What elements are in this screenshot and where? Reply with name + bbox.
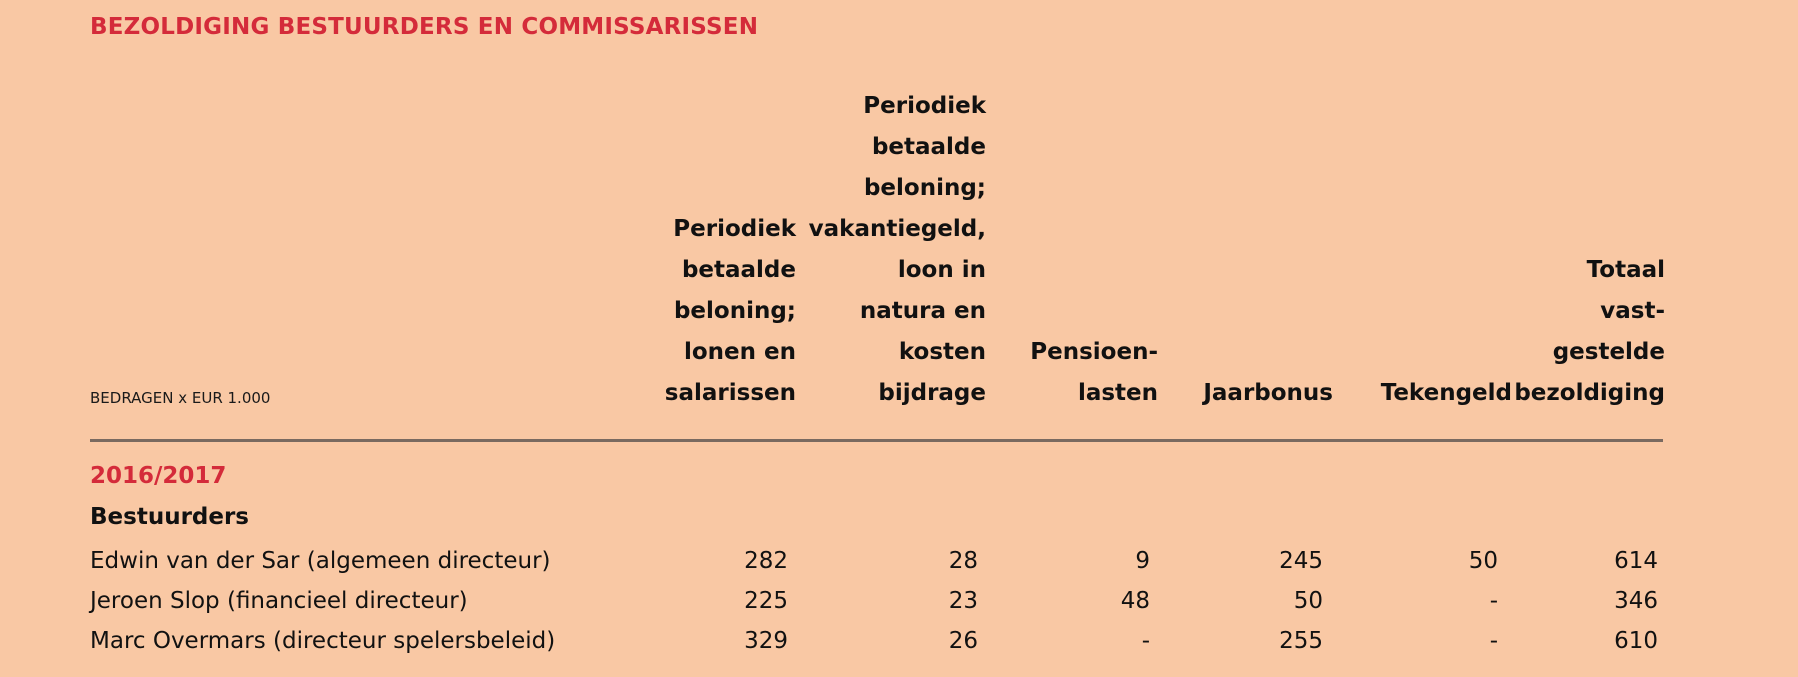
table-cell: 28 <box>948 548 978 574</box>
table-cell: - <box>1141 628 1150 654</box>
table-cell: 23 <box>948 588 978 614</box>
table-row-name: Jeroen Slop (financieel directeur) <box>90 588 468 614</box>
fiscal-year-heading: 2016/2017 <box>90 463 227 489</box>
table-cell: 225 <box>744 588 788 614</box>
column-header-bonus: Jaarbonus <box>1203 380 1333 406</box>
table-cell: 329 <box>744 628 788 654</box>
table-cell: 9 <box>1135 548 1150 574</box>
column-header-signing-fee: Tekengeld <box>1380 380 1512 406</box>
table-cell: 614 <box>1614 548 1658 574</box>
table-cell: 50 <box>1468 548 1498 574</box>
column-header-pension: Pensioen- lasten <box>1030 339 1158 406</box>
column-header-total: Totaal vast- gestelde bezoldiging <box>1514 257 1665 406</box>
report-title: BEZOLDIGING BESTUURDERS EN COMMISSARISSEN <box>90 14 759 40</box>
table-cell: 245 <box>1279 548 1323 574</box>
table-cell: 26 <box>948 628 978 654</box>
column-header-salaries: Periodiek betaalde beloning; lonen en salarissen <box>664 216 796 406</box>
table-cell: - <box>1489 588 1498 614</box>
header-divider <box>90 439 1663 442</box>
table-cell: 282 <box>744 548 788 574</box>
table-cell: 610 <box>1614 628 1658 654</box>
table-cell: 50 <box>1293 588 1323 614</box>
table-cell: - <box>1489 628 1498 654</box>
table-row-name: Marc Overmars (directeur spelersbeleid) <box>90 628 556 654</box>
unit-note: BEDRAGEN x EUR 1.000 <box>90 389 271 407</box>
table-row-name: Edwin van der Sar (algemeen directeur) <box>90 548 551 574</box>
table-cell: 346 <box>1614 588 1658 614</box>
table-cell: 48 <box>1120 588 1150 614</box>
column-header-holiday-pay: Periodiek betaalde beloning; vakantiegeld, loon in natura en kosten bijdrage <box>808 93 986 406</box>
table-cell: 255 <box>1279 628 1323 654</box>
group-heading: Bestuurders <box>90 504 250 530</box>
